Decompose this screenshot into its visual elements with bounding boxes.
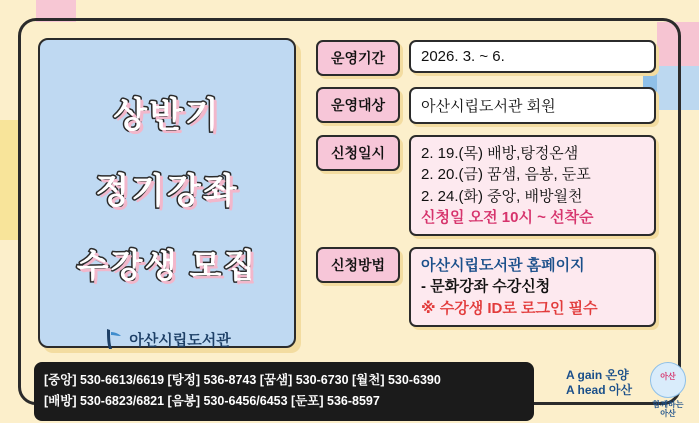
poster-title-line-2: 정기강좌 <box>95 172 239 211</box>
apply-date-line-2: 2. 20.(금) 꿈샘, 음봉, 둔포 <box>421 166 591 184</box>
title-panel <box>38 38 296 348</box>
label-period: 운영기간 <box>316 40 400 76</box>
library-logo <box>103 327 230 351</box>
apply-method-line-1: 아산시립도서관 홈페이지 <box>421 257 585 275</box>
apply-method-note: ※ 수강생 ID로 로그인 필수 <box>421 299 598 317</box>
city-slogan-logo <box>566 368 638 398</box>
apply-method-line-2: - 문화강좌 수강신청 <box>421 278 551 296</box>
city-seal-mark: 아산 <box>660 372 676 381</box>
label-target: 운영대상 <box>316 87 400 123</box>
info-rows <box>316 40 656 338</box>
contact-bar <box>34 362 534 421</box>
city-seal-icon <box>650 362 686 398</box>
apply-date-highlight: 신청일 오전 10시 ~ 선착순 <box>421 208 594 226</box>
library-logo-label: 아산시립도서관 <box>129 331 231 349</box>
value-target: 아산시립도서관 회원 <box>409 87 656 124</box>
apply-date-line-3: 2. 24.(화) 중앙, 배방월천 <box>421 187 583 205</box>
contact-line-1: [중앙] 530-6613/6619 [탕정] 536-8743 [꿈샘] 530-6730 [월천] 530-6390 <box>44 373 441 387</box>
info-row-target <box>316 87 656 124</box>
decoration-yellow-left <box>0 120 20 240</box>
slogan-line-1: A gain 온양 <box>566 368 629 382</box>
apply-date-line-1: 2. 19.(목) 배방,탕정온샘 <box>421 145 579 162</box>
slogan-line-2: A head 아산 <box>566 383 633 397</box>
info-row-apply-method <box>316 247 656 327</box>
city-seal-label: 함께하는 아산 <box>652 400 684 419</box>
value-apply-method <box>409 247 656 327</box>
library-logo-icon <box>103 327 123 351</box>
poster-title-line-1: 상반기 <box>113 96 221 135</box>
label-apply-method: 신청방법 <box>316 247 400 283</box>
poster-title-line-3: 수강생 모집 <box>76 247 258 284</box>
contact-line-2: [배방] 530-6823/6821 [음봉] 530-6456/6453 [둔포] 536-8597 <box>44 394 380 409</box>
info-row-apply-date <box>316 135 656 236</box>
city-seal <box>648 362 688 419</box>
value-period: 2026. 3. ~ 6. <box>409 40 656 73</box>
label-apply-date: 신청일시 <box>316 135 400 171</box>
info-row-period <box>316 40 656 76</box>
value-apply-date <box>409 135 656 236</box>
